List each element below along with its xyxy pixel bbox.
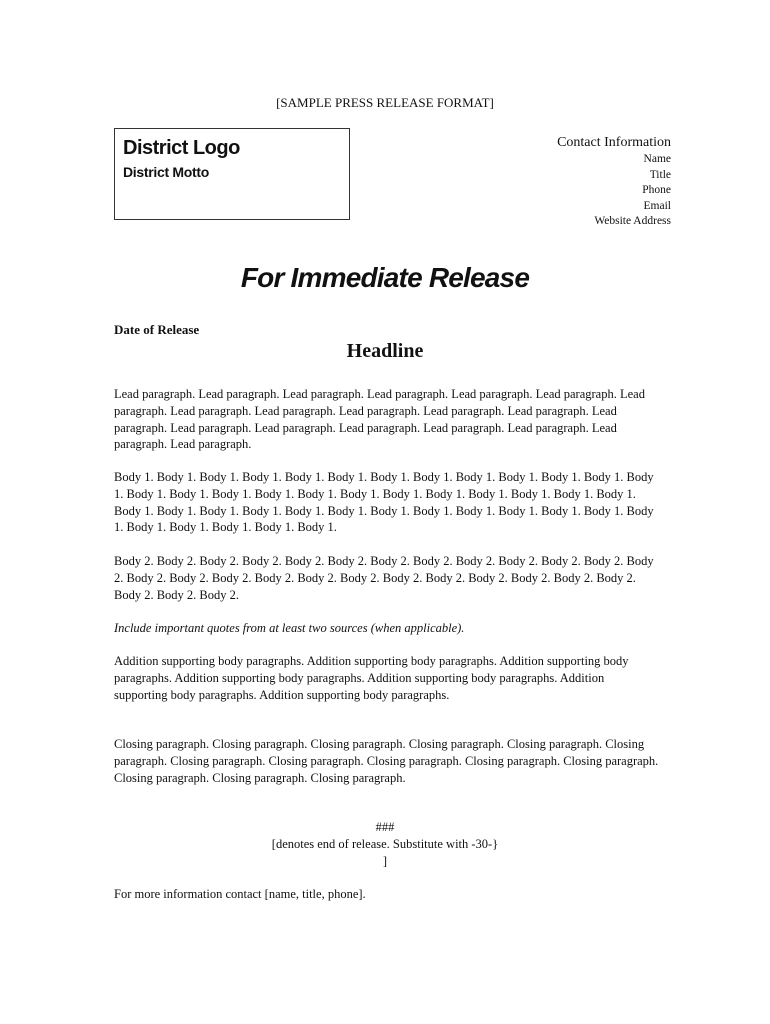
body-2-paragraph	[114, 553, 659, 603]
sample-format-note: [SAMPLE PRESS RELEASE FORMAT]	[276, 95, 494, 110]
end-symbol: ###	[375, 820, 395, 834]
supporting-paragraphs	[114, 653, 659, 703]
supporting-paragraphs-text: Addition supporting body paragraphs. Addition supporting body paragraphs. Addition supporting body paragraphs. Addition supporting body paragraphs. Addition supporting body paragraphs. Addition supporting body paragraphs. Addition supporting body paragraphs.	[114, 654, 629, 702]
quotes-instruction-text: Include important quotes from at least two sources (when applicable).	[114, 621, 465, 635]
more-info-footer: For more information contact [name, title, phone].	[114, 887, 366, 901]
contact-phone: Phone	[642, 184, 671, 196]
end-note-line-1: [denotes end of release. Substitute with -30-}	[271, 836, 499, 851]
contact-name: Name	[643, 153, 671, 165]
district-logo-title: District Logo	[123, 137, 240, 159]
end-of-release-mark	[0, 819, 770, 869]
contact-information-block	[557, 134, 671, 230]
headline: Headline	[346, 340, 424, 362]
lead-paragraph-text: Lead paragraph. Lead paragraph. Lead paragraph. Lead paragraph. Lead paragraph. Lead paragraph. Lead paragraph. Lead paragraph. Lead paragraph. Lead paragraph. Lead paragraph. Lead paragraph. Lead paragraph. Lead paragraph. Lead paragraph. Lead paragraph. Lead paragraph. Lead paragraph. Lead paragraph. Lead paragraph.	[114, 387, 645, 452]
end-note-line-2: ]	[382, 853, 388, 868]
quotes-instruction	[114, 620, 659, 637]
district-logo-box	[114, 128, 350, 220]
contact-email: Email	[643, 199, 671, 212]
contact-website: Website Address	[594, 215, 671, 227]
district-motto: District Motto	[123, 164, 210, 180]
body-1-paragraph	[114, 469, 659, 536]
body-2-paragraph-text: Body 2. Body 2. Body 2. Body 2. Body 2. Body 2. Body 2. Body 2. Body 2. Body 2. Body 2. Body 2. Body 2. Body 2. Body 2. Body 2. Body 2. Body 2. Body 2. Body 2. Body 2. Body 2. Body 2. Body 2. Body 2. Body 2. Body 2. Body 2.	[114, 554, 654, 602]
contact-heading: Contact Information	[557, 135, 671, 150]
closing-paragraph-text: Closing paragraph. Closing paragraph. Closing paragraph. Closing paragraph. Closing paragraph. Closing paragraph. Closing paragraph. Closing paragraph. Closing paragraph. Closing paragraph. Closing paragraph. Closing paragraph. Closing paragraph. Closing paragraph.	[114, 737, 659, 785]
body-1-paragraph-text: Body 1. Body 1. Body 1. Body 1. Body 1. Body 1. Body 1. Body 1. Body 1. Body 1. Body 1. Body 1. Body 1. Body 1. Body 1. Body 1. Body 1. Body 1. Body 1. Body 1. Body 1. Body 1. Body 1. Body 1. Body 1. Body 1. Body 1. Body 1. Body 1. Body 1. Body 1. Body 1. Body 1. Body 1. Body 1. Body 1. Body 1. Body 1. Body 1. Body 1. Body 1. Body 1. Body 1.	[114, 470, 654, 535]
contact-title: Title	[649, 168, 671, 181]
lead-paragraph	[114, 386, 659, 453]
immediate-release-banner: For Immediate Release	[240, 262, 530, 293]
closing-paragraph	[114, 736, 659, 786]
date-of-release-label: Date of Release	[114, 322, 200, 337]
